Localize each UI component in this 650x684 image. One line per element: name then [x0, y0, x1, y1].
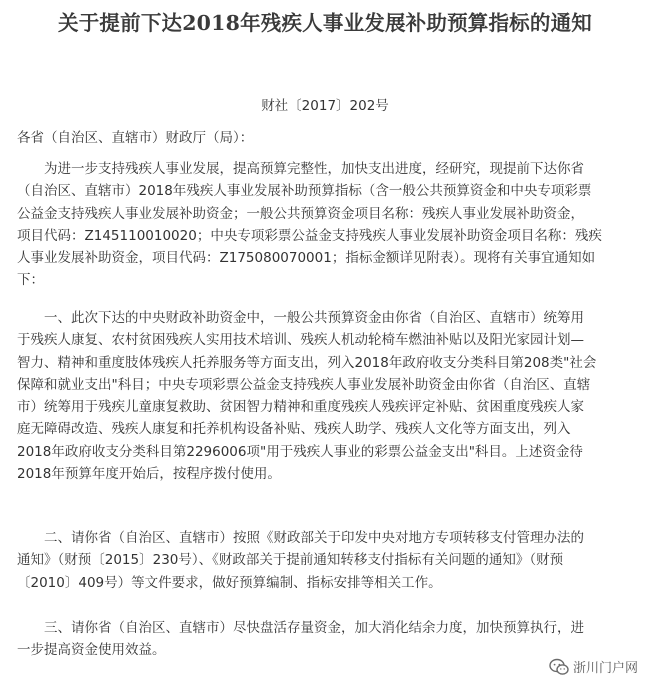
- paragraph-item-3: [17, 617, 633, 662]
- text-line: 下：: [17, 272, 44, 289]
- watermark: [549, 657, 638, 676]
- text-line: 2018年政府收支分类科目第2296006项"用于残疾人事业的彩票公益金支出"科目。上述资金待: [17, 443, 583, 460]
- text-line: 2018年预算年度开始后，按程序拨付使用。: [17, 466, 281, 483]
- text-line: 市）统筹用于残疾儿童康复救助、贫困智力精神和重度残疾人残疾评定补贴、贫困重度残疾人家: [17, 399, 584, 416]
- text-line: 为进一步支持残疾人事业发展，提高预算完整性，加快支出进度，经研究，现提前下达你省: [44, 161, 584, 177]
- text-line: 一、此次下达的中央财政补助资金中，一般公共预算资金由你省（自治区、直辖市）统筹用: [44, 310, 584, 326]
- text-line: 项目代码：Z145110010020；中央专项彩票公益金支持残疾人事业发展补助资金项目名称：残疾: [17, 227, 602, 244]
- document-title: 关于提前下达2018年残疾人事业发展补助预算指标的通知: [58, 11, 592, 35]
- salutation: 各省（自治区、直辖市）财政厅（局）：: [17, 130, 254, 146]
- text-line: 庭无障碍改造、残疾人康复和托养机构设备补贴、残疾人助学、残疾人文化等方面支出，列入: [17, 421, 571, 438]
- document-number: 财社〔2017〕202号: [261, 98, 389, 114]
- text-line: 二、请你省（自治区、直辖市）按照《财政部关于印发中央对地方专项转移支付管理办法的: [44, 530, 584, 546]
- wechat-icon: [549, 658, 569, 676]
- paragraph-intro: [17, 158, 633, 292]
- paragraph-item-2: [17, 527, 633, 594]
- text-line: 一步提高资金使用效益。: [17, 642, 166, 659]
- text-line: 〔2010〕409号）等文件要求，做好预算编制、指标安排等相关工作。: [17, 574, 442, 591]
- text-line: 通知》（财预〔2015〕230号）、《财政部关于提前通知转移支付指标有关问题的通知》（财预: [17, 552, 564, 569]
- text-line: 保障和就业支出"科目；中央专项彩票公益金支持残疾人事业发展补助资金由你省（自治区、直辖: [17, 376, 591, 393]
- text-line: （自治区、直辖市）2018年残疾人事业发展补助预算指标（含一般公共预算资金和中央专项彩票: [17, 183, 592, 200]
- paragraph-item-1: [17, 307, 633, 485]
- watermark-text: 浙川门户网: [572, 661, 638, 676]
- text-line: 于残疾人康复、农村贫困残疾人实用技术培训、残疾人机动轮椅车燃油补贴以及阳光家园计划—: [17, 332, 584, 349]
- text-line: 人事业发展补助资金，项目代码：Z175080070001；指标金额详见附表）。现将有关事宜通知如: [17, 250, 596, 267]
- text-line: 智力、精神和重度肢体残疾人托养服务等方面支出，列入2018年政府收支分类科目第208类"社会: [17, 354, 597, 371]
- text-line: 公益金支持残疾人事业发展补助资金；一般公共预算资金项目名称：残疾人事业发展补助资金，: [17, 205, 584, 222]
- text-line: 三、请你省（自治区、直辖市）尽快盘活存量资金，加大消化结余力度，加快预算执行，进: [44, 620, 584, 636]
